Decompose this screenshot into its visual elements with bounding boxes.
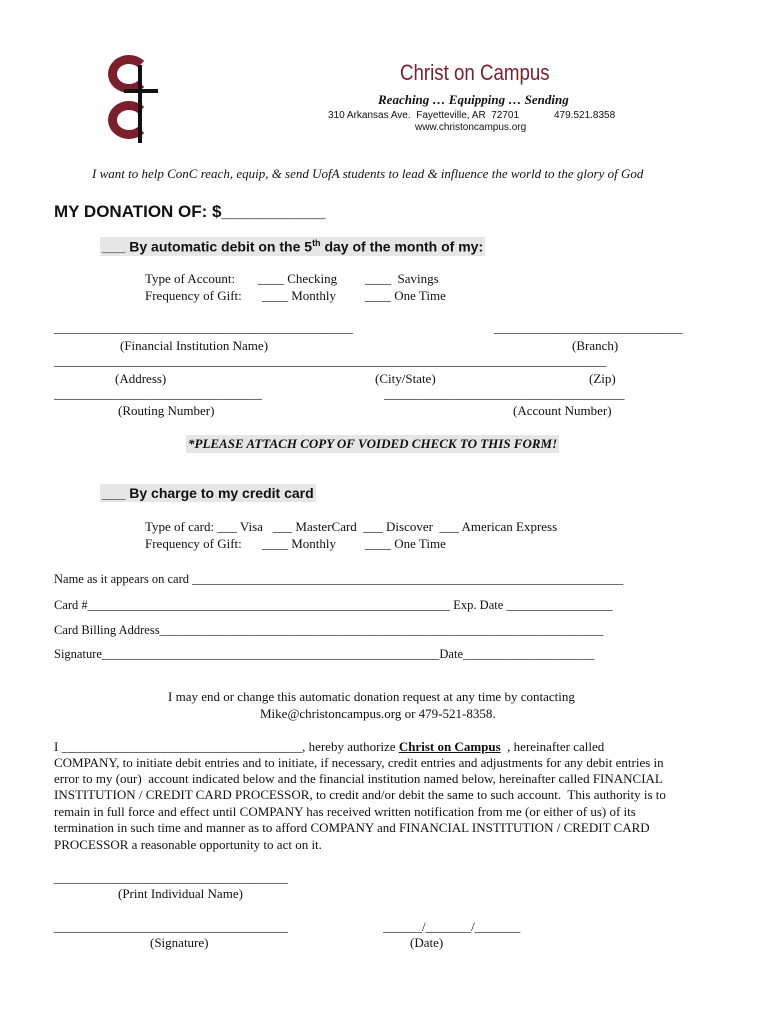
- company-name: Christ on Campus: [398, 739, 501, 754]
- logo-c-top: [108, 55, 150, 93]
- auth-line-6: termination in such time and manner as to afford COMPANY and FINANCIAL INSTITUTION / CREDIT CARD: [54, 820, 650, 835]
- auth-line-7: PROCESSOR a reasonable opportunity to act on it.: [54, 837, 322, 852]
- routing-number-label: (Routing Number): [118, 403, 215, 418]
- org-name: Christ on Campus: [400, 60, 550, 85]
- account-number-field[interactable]: _____________________________________: [384, 386, 625, 401]
- routing-number-field[interactable]: ________________________________: [54, 386, 262, 401]
- institution-name-field[interactable]: ______________________________________________: [54, 320, 353, 335]
- branch-field[interactable]: _____________________________: [494, 320, 683, 335]
- zip-label: (Zip): [589, 371, 616, 386]
- date-field[interactable]: ______/_______/_______: [383, 919, 521, 934]
- donation-amount-field[interactable]: MY DONATION OF: $___________: [54, 202, 326, 221]
- billing-address-field[interactable]: Card Billing Address_______________________________________________________________________: [54, 623, 604, 637]
- account-number-label: (Account Number): [513, 403, 612, 418]
- auth-line-1[interactable]: I _____________________________________, hereby authorize Christ on Campus , hereinafter called: [54, 739, 605, 754]
- debit-heading[interactable]: ___ By automatic debit on the 5th day of the month of my:: [102, 238, 484, 255]
- mission-statement: I want to help ConC reach, equip, & send UofA students to lead & influence the world to the glory of God: [92, 166, 644, 181]
- phone: 479.521.8358: [554, 110, 616, 121]
- name-on-card-field[interactable]: Name as it appears on card _____________________________________________________________________: [54, 572, 624, 586]
- date-label: (Date): [410, 935, 444, 950]
- address: 310 Arkansas Ave. Fayetteville, AR 72701: [328, 110, 520, 121]
- auth-line-4: INSTITUTION / CREDIT CARD PROCESSOR, to credit and/or debit the same to such account. This authority is to: [54, 787, 666, 802]
- logo: [108, 55, 168, 147]
- credit-heading[interactable]: ___ By charge to my credit card: [102, 485, 314, 501]
- card-number-field[interactable]: Card #__________________________________________________________ Exp. Date _________________: [54, 598, 613, 612]
- card-type-options[interactable]: Type of card: ___ Visa ___ MasterCard ___ Discover ___ American Express: [145, 519, 558, 534]
- credit-monthly-option[interactable]: ____ Monthly: [262, 536, 337, 551]
- address-field[interactable]: _____________________________________________________________________________________: [54, 353, 607, 368]
- account-type-label: Type of Account:: [145, 271, 236, 286]
- card-signature-field[interactable]: Signature______________________________________________________Date_____________________: [54, 647, 595, 661]
- savings-option[interactable]: ____ Savings: [365, 271, 439, 286]
- signature-field[interactable]: ____________________________________: [54, 919, 288, 934]
- tagline: Reaching … Equipping … Sending: [378, 92, 569, 107]
- credit-one-time-option[interactable]: ____ One Time: [365, 536, 446, 551]
- logo-c-bottom: [108, 101, 150, 139]
- city-state-label: (City/State): [375, 371, 436, 386]
- print-name-label: (Print Individual Name): [118, 886, 243, 901]
- one-time-option[interactable]: ____ One Time: [365, 288, 446, 303]
- website: www.christoncampus.org: [415, 122, 527, 133]
- branch-label: (Branch): [572, 338, 619, 353]
- print-name-field[interactable]: ____________________________________: [54, 870, 288, 885]
- monthly-option[interactable]: ____ Monthly: [262, 288, 337, 303]
- auth-line-5: remain in full force and effect until COMPANY has received written notification from me (or either of us) of its: [54, 804, 636, 819]
- cross-icon: [138, 65, 142, 143]
- voided-check-note: *PLEASE ATTACH COPY OF VOIDED CHECK TO THIS FORM!: [188, 436, 558, 451]
- address-label: (Address): [115, 371, 167, 386]
- institution-name-label: (Financial Institution Name): [120, 338, 269, 353]
- change-notice-line1: I may end or change this automatic donation request at any time by contacting: [168, 689, 575, 704]
- credit-frequency-label: Frequency of Gift:: [145, 536, 242, 551]
- change-notice-line2: Mike@christoncampus.org or 479-521-8358.: [260, 706, 496, 721]
- signature-label: (Signature): [150, 935, 209, 950]
- frequency-label: Frequency of Gift:: [145, 288, 242, 303]
- checking-option[interactable]: ____ Checking: [258, 271, 338, 286]
- auth-line-3: error to my (our) account indicated below and the financial institution named below, hereinafter called FINANCIAL: [54, 771, 663, 786]
- auth-line-2: COMPANY, to initiate debit entries and to initiate, if necessary, credit entries and adjustments for any debit entries in: [54, 755, 664, 770]
